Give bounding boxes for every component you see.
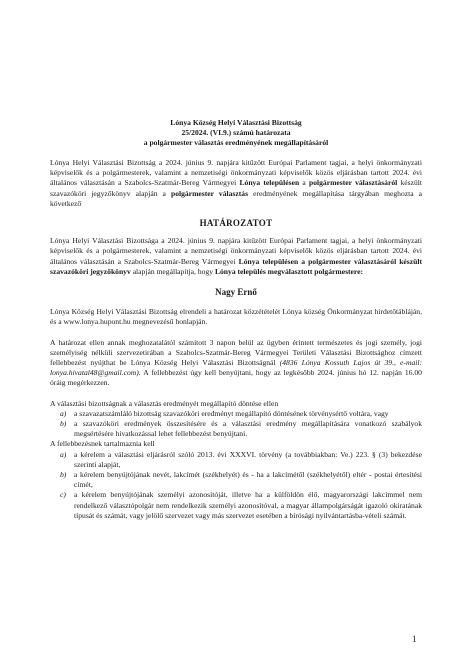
elected-mayor-name: Nagy Ernő [215,287,257,298]
title-line-3: a polgármester választás eredményének megállapításáról [143,138,329,147]
appeal-basis-intro: A választási bizottságnak a választás eredményét megállapító döntése ellen [50,398,279,408]
document-body [50,118,422,521]
list-item: c) a kérelem benyújtójának személyi azonosítóját, illetve ha a külföldön élő, magyarországi lakcímmel nem rendelkező választópolgár nem rendelkezik személyi azonosítóval, a magyar állampolgárságát igazoló okiratának típusát és számát, vagy jelölő szervezet vagy más szervezet esetében a bírósági nyilvántartásba-vételi számát. [60,490,422,520]
decision-paragraph: Lónya Helyi Választási Bizottsága a 2024. június 9. napjára kitűzött Európai Parlament tagjai, a helyi önkormányzati képviselők és a polgármesterek, valamint a nemzetiségi önkormányzati képviselők közös eljárásban tartott 2024. évi általános választásán a Szabolcs-Szatmár-Bereg Vármegyei Lónya településen a polgármester választásáról készült szavazóköri jegyzőkönyv alapján megállapítja, hogy Lónya település megválasztott polgármestere: [50,236,422,276]
appeal-contents-list [50,450,422,521]
publication-paragraph: Lónya Község Helyi Választási Bizottság elrendeli a határozat közzétételét Lónya község Önkormányzat hirdetőtábláján, és a www.lonya.hupont.hu megnevezésű honlapján. [50,307,422,327]
decision-heading: HATÁROZATOT [199,218,273,229]
intro-paragraph: Lónya Helyi Választási Bizottság a 2024. június 9. napjára kitűzött Európai Parlament tagjai, a helyi önkormányzati képviselők és a polgármesterek, valamint a nemzetiségi önkormányzati képviselők közös eljárásban tartott 2024. évi általános választásán a Szabolcs-Szatmár-Bereg Vármegyei Lónya településen a polgármester választásáról készült szavazóköri jegyzőkönyv alapján a polgármester választás eredményének megállapítása tárgyában meghozta a következő [50,158,423,208]
appeal-contents-intro: A fellebbezésnek tartalmaznia kell [50,439,155,449]
title-line-2: 25/2024. (VI.9.) számú határozata [181,128,291,137]
list-item: b) a kérelem benyújtójának nevét, lakcímét (székhelyét) és - ha a lakcímétől (székhelyétől) eltér - postai értesítési címét, [60,470,422,490]
list-item: a) a szavazatszámláló bizottság szavazóköri eredményt megállapító döntésének törvénysértő voltára, vagy [60,408,389,418]
page-number: 1 [412,634,417,644]
list-item: a) a kérelem a választási eljárásról szóló 2013. évi XXXVI. törvény (a továbbiakban: Ve.) 223. § (3) bekezdése szerinti alapját, [60,449,422,469]
appeal-basis-list [50,409,422,440]
title-line-1: Lónya Község Helyi Választási Bizottság [170,118,302,127]
document-title [50,118,422,148]
appeal-paragraph: A határozat ellen annak meghozatalától számított 3 napon belül az ügyben érintett természetes és jogi személy, jogi személyiség nélküli szervezetirában a Szabolcs-Szatmár-Bereg Vármegyei Területi Választási Bizottsághoz címzett fellebbezést nyújthat be Lónya Község Helyi Választási Bizottságnál (4836 Lónya Kossuth Lajos út 39., e-mail: lonya.hivatal48@gmail.com). A fellebbezést úgy kell benyújtani, hogy az legkésőbb 2024. június hó 12. napján 16.00 óráig megérkezzen. [50,337,422,388]
list-item: b) a szavazóköri eredmények összesítésére és a választási eredmény megállapítására vonatkozó szabályok megsértésére hivatkozással lehet fellebbezést benyújtani. [60,419,422,439]
